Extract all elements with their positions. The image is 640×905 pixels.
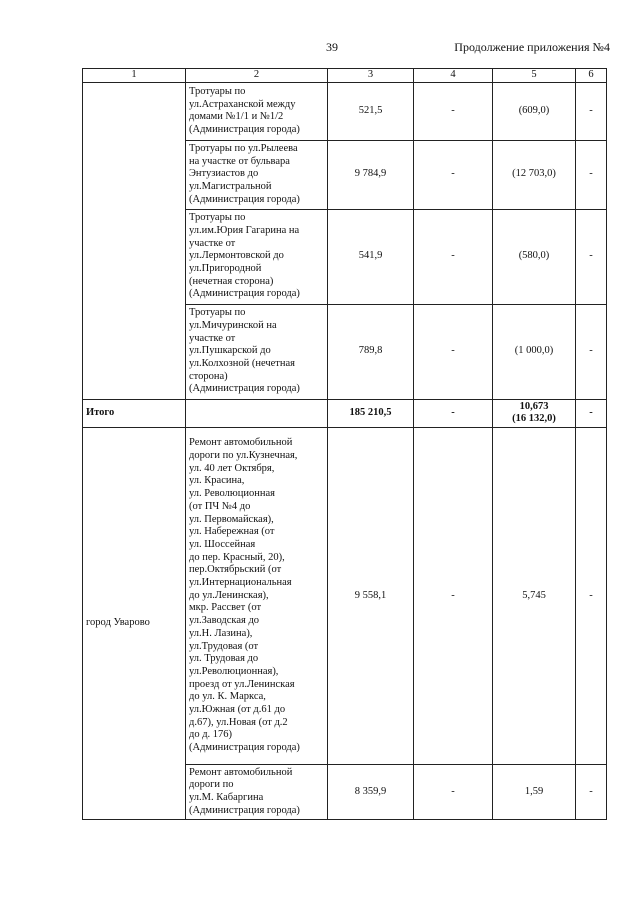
dash-cell: -	[414, 304, 493, 399]
dash-cell: -	[576, 765, 607, 820]
total-label: Итого	[83, 399, 186, 427]
column-header: 5	[493, 69, 576, 83]
group-name: город Уварово	[83, 428, 186, 820]
object-description: Тротуары по ул.Рылеева на участке от бульвара Энтузиастов до ул.Магистральной (Администрация города)	[186, 140, 328, 209]
total-value-line: (16 132,0)	[512, 413, 556, 425]
dash-cell: -	[576, 428, 607, 765]
column-header: 6	[576, 69, 607, 83]
column-header: 1	[83, 69, 186, 83]
total-amount: 185 210,5	[328, 399, 414, 427]
value-cell: (580,0)	[493, 209, 576, 304]
amount-cell: 789,8	[328, 304, 414, 399]
value-cell: 1,59	[493, 765, 576, 820]
total-value	[493, 399, 576, 427]
value-cell: 5,745	[493, 428, 576, 765]
amount-cell: 8 359,9	[328, 765, 414, 820]
amount-cell: 9 784,9	[328, 140, 414, 209]
value-cell: (609,0)	[493, 82, 576, 140]
appendix-heading: Продолжение приложения №4	[454, 40, 610, 54]
dash-cell: -	[576, 209, 607, 304]
amount-cell: 9 558,1	[328, 428, 414, 765]
column-number-row	[83, 69, 607, 83]
value-cell: (12 703,0)	[493, 140, 576, 209]
amount-cell: 521,5	[328, 82, 414, 140]
empty-cell	[186, 399, 328, 427]
object-description: Ремонт автомобильной дороги по ул.М. Кабаргина (Администрация города)	[186, 765, 328, 820]
object-description: Тротуары по ул.Мичуринской на участке от ул.Пушкарской до ул.Колхозной (нечетная сторона) (Администрация города)	[186, 304, 328, 399]
dash-cell: -	[414, 82, 493, 140]
dash-cell: -	[414, 209, 493, 304]
column-header: 3	[328, 69, 414, 83]
table-row	[83, 82, 607, 140]
object-description: Тротуары по ул.им.Юрия Гагарина на участке от ул.Лермонтовской до ул.Пригородной (нечетная сторона) (Администрация города)	[186, 209, 328, 304]
total-row	[83, 399, 607, 427]
column-header: 4	[414, 69, 493, 83]
dash-cell: -	[414, 399, 493, 427]
object-description: Тротуары по ул.Астраханской между домами №1/1 и №1/2 (Администрация города)	[186, 82, 328, 140]
empty-group-cell	[83, 82, 186, 399]
total-value-line: 10,673	[519, 400, 549, 412]
object-description: Ремонт автомобильной дороги по ул.Кузнечная, ул. 40 лет Октября, ул. Красина, ул. Революционная (от ПЧ №4 до ул. Первомайская), ул. Набережная (от ул. Шоссейная до пер. Красный, 20), пер.Октябрьский (от ул.Интернациональная до ул.Ленинская), мкр. Рассвет (от ул.Заводская до ул.Н. Лазина), ул.Трудовая (от ул. Трудовая до ул.Революционная), проезд от ул.Ленинская до ул. К. Маркса, ул.Южная (от д.61 до д.67), ул.Новая (от д.2 до д. 176) (Администрация города)	[186, 428, 328, 765]
value-cell: (1 000,0)	[493, 304, 576, 399]
dash-cell: -	[414, 765, 493, 820]
dash-cell: -	[576, 140, 607, 209]
table-row	[83, 428, 607, 765]
dash-cell: -	[414, 140, 493, 209]
budget-table	[82, 68, 607, 820]
page-number: 39	[326, 40, 338, 54]
dash-cell: -	[576, 82, 607, 140]
amount-cell: 541,9	[328, 209, 414, 304]
column-header: 2	[186, 69, 328, 83]
dash-cell: -	[576, 399, 607, 427]
dash-cell: -	[576, 304, 607, 399]
dash-cell: -	[414, 428, 493, 765]
